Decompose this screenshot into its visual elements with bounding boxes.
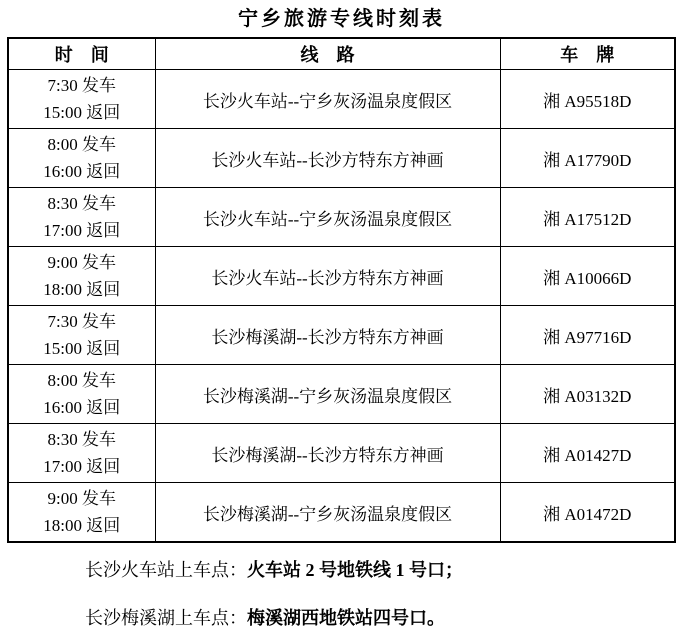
header-time: 时 间	[8, 38, 155, 70]
depart-time: 8:00 发车	[47, 135, 116, 154]
route-cell: 长沙梅溪湖--宁乡灰汤温泉度假区	[155, 365, 500, 424]
table-row	[8, 129, 675, 188]
depart-time: 7:30 发车	[47, 312, 116, 331]
return-time: 16:00 返回	[43, 398, 121, 417]
note-value: 火车站 2 号地铁线 1 号口；	[247, 560, 463, 580]
return-time: 15:00 返回	[43, 103, 121, 122]
time-cell	[8, 483, 155, 543]
table-row	[8, 306, 675, 365]
return-time: 16:00 返回	[43, 162, 121, 181]
header-route: 线 路	[155, 38, 500, 70]
note-railway-station	[85, 556, 683, 584]
time-cell	[8, 306, 155, 365]
time-cell	[8, 247, 155, 306]
route-cell: 长沙梅溪湖--长沙方特东方神画	[155, 424, 500, 483]
depart-time: 8:30 发车	[47, 430, 116, 449]
plate-cell: 湘 A01427D	[500, 424, 675, 483]
time-cell	[8, 70, 155, 129]
route-cell: 长沙火车站--宁乡灰汤温泉度假区	[155, 70, 500, 129]
depart-time: 8:30 发车	[47, 194, 116, 213]
plate-cell: 湘 A17790D	[500, 129, 675, 188]
time-cell	[8, 188, 155, 247]
table-row	[8, 424, 675, 483]
time-cell	[8, 129, 155, 188]
return-time: 17:00 返回	[43, 221, 121, 240]
route-cell: 长沙火车站--宁乡灰汤温泉度假区	[155, 188, 500, 247]
return-time: 18:00 返回	[43, 516, 121, 535]
note-label: 长沙火车站上车点：	[85, 560, 247, 580]
plate-cell: 湘 A97716D	[500, 306, 675, 365]
route-cell: 长沙梅溪湖--长沙方特东方神画	[155, 306, 500, 365]
depart-time: 8:00 发车	[47, 371, 116, 390]
note-label: 长沙梅溪湖上车点：	[85, 608, 247, 628]
return-time: 15:00 返回	[43, 339, 121, 358]
depart-time: 7:30 发车	[47, 76, 116, 95]
plate-cell: 湘 A10066D	[500, 247, 675, 306]
table-row	[8, 70, 675, 129]
route-cell: 长沙火车站--长沙方特东方神画	[155, 247, 500, 306]
table-row	[8, 188, 675, 247]
time-cell	[8, 365, 155, 424]
return-time: 18:00 返回	[43, 280, 121, 299]
page-title: 宁乡旅游专线时刻表	[238, 8, 445, 30]
plate-cell: 湘 A95518D	[500, 70, 675, 129]
table-row	[8, 483, 675, 543]
boarding-notes	[85, 556, 683, 628]
timetable	[7, 37, 676, 543]
depart-time: 9:00 发车	[47, 489, 116, 508]
depart-time: 9:00 发车	[47, 253, 116, 272]
header-plate: 车 牌	[500, 38, 675, 70]
note-meixi-lake	[85, 604, 683, 628]
route-cell: 长沙火车站--长沙方特东方神画	[155, 129, 500, 188]
note-value: 梅溪湖西地铁站四号口。	[247, 608, 445, 628]
plate-cell: 湘 A01472D	[500, 483, 675, 543]
time-cell	[8, 424, 155, 483]
table-row	[8, 247, 675, 306]
timetable-body	[8, 70, 675, 543]
plate-cell: 湘 A17512D	[500, 188, 675, 247]
route-cell: 长沙梅溪湖--宁乡灰汤温泉度假区	[155, 483, 500, 543]
return-time: 17:00 返回	[43, 457, 121, 476]
plate-cell: 湘 A03132D	[500, 365, 675, 424]
table-row	[8, 365, 675, 424]
header-row	[8, 38, 675, 70]
